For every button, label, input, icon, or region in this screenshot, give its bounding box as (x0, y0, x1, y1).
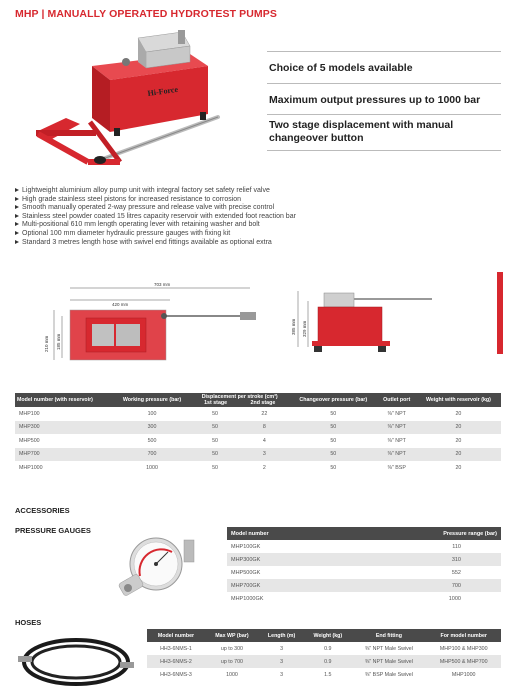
feature-models: Choice of 5 models available (269, 62, 413, 74)
header-weight: Weight (kg) (304, 629, 351, 642)
table-row: MHP1000GK 1000 (231, 595, 461, 602)
table-row: MHP1000 1000 50 2 50 ⅜" BSP 20 (19, 464, 462, 471)
header-outlet: Outlet port (378, 393, 416, 407)
dimension-height-inner: 185 mm (56, 333, 61, 350)
header-displacement: Displacement per stroke (cm³) 1st stage 2nd stage (190, 393, 289, 407)
header-for-model: For model number (426, 629, 501, 642)
feature-divider (267, 150, 501, 151)
feature-divider (267, 83, 501, 84)
table-row: HH3-6NMS-1 up to 300 3 0.9 ⅜" NPT Male Swivel MHP100 & MHP300 (160, 645, 488, 652)
pump-dimension-drawing-side (282, 285, 442, 365)
hose-table (147, 629, 501, 681)
dimension-side-height-2: 329 mm (302, 320, 307, 337)
bullet-arrow-icon (15, 240, 19, 244)
dimension-side-height-1: 385 mm (291, 318, 296, 335)
table-row: MHP500 500 50 4 50 ⅜" NPT 20 (19, 437, 462, 444)
bullet-item: Standard 3 metres length hose with swivel end fittings available as optional extra (15, 239, 495, 248)
table-row: MHP300GK 310 (227, 553, 501, 566)
bullet-arrow-icon (15, 188, 19, 192)
table-row: MHP700 700 50 3 50 ⅜" NPT 20 (15, 448, 501, 462)
table-row: MHP100 100 50 22 50 ⅜" NPT 20 (19, 410, 462, 417)
dimension-height-outer: 210 mm (44, 335, 49, 352)
bullet-item: Smooth manually operated 2-way pressure and release valve with precise control (15, 204, 495, 213)
header-model: Model number (with reservoir) (15, 393, 114, 407)
accessories-heading: ACCESSORIES (15, 506, 70, 515)
table-row: MHP100GK 110 (231, 543, 461, 550)
bullet-item: Optional 100 mm diameter hydraulic pressure gauges with fixing kit (15, 230, 495, 239)
bullet-arrow-icon (15, 222, 19, 226)
header-pressure-range: Pressure range (bar) (343, 527, 501, 540)
pressure-gauge-image (100, 532, 210, 604)
bullet-arrow-icon (15, 231, 19, 235)
header-hose-model: Model number (147, 629, 205, 642)
header-max-wp: Max WP (bar) (205, 629, 259, 642)
feature-pressure: Maximum output pressures up to 1000 bar (269, 94, 481, 106)
header-end-fitting: End fitting (351, 629, 426, 642)
pump-dimension-drawing-front (30, 278, 280, 373)
table-row: MHP500GK 552 (231, 569, 461, 576)
table-row: MHP700GK 700 (227, 579, 501, 592)
bullet-arrow-icon (15, 197, 19, 201)
header-length: Length (m) (259, 629, 304, 642)
bullet-item: Stainless steel powder coated 15 litres capacity reservoir with extended foot reaction bar (15, 213, 495, 222)
dimension-overall-length: 703 mm (154, 282, 171, 287)
feature-changeover: Two stage displacement with manual changeover button (269, 119, 454, 144)
dimension-length: 420 mm (112, 302, 129, 307)
gauge-table (227, 527, 501, 605)
pump-product-image (30, 22, 235, 172)
hoses-heading: HOSES (15, 618, 42, 627)
page-title: MHP | MANUALLY OPERATED HYDROTEST PUMPS (15, 8, 277, 20)
header-weight: Weight with reservoir (kg) (416, 393, 501, 407)
pump-brand-logo: Hi-Force (147, 84, 179, 98)
section-marker (497, 272, 503, 354)
feature-bullet-list (15, 187, 495, 247)
bullet-item: High grade stainless steel pistons for increased resistance to corrosion (15, 196, 495, 205)
spec-table (15, 393, 501, 475)
bullet-arrow-icon (15, 205, 19, 209)
bullet-arrow-icon (15, 214, 19, 218)
pressure-gauges-heading: PRESSURE GAUGES (15, 526, 91, 535)
header-changeover: Changeover pressure (bar) (289, 393, 378, 407)
bullet-item: Multi-positional 610 mm length operating lever with retaining washer and bolt (15, 221, 495, 230)
feature-divider (267, 114, 501, 115)
header-gauge-model: Model number (227, 527, 343, 540)
table-row: HH3-6NMS-3 1000 3 1.5 ⅜" BSP Male Swivel MHP1000 (160, 671, 476, 678)
feature-divider (267, 51, 501, 52)
bullet-item: Lightweight aluminium alloy pump unit with integral factory set safety relief valve (15, 187, 495, 196)
table-row: HH3-6NMS-2 up to 700 3 0.9 ⅜" NPT Male Swivel MHP500 & MHP700 (147, 655, 501, 668)
header-working-pressure: Working pressure (bar) (114, 393, 191, 407)
hose-image (14, 628, 140, 692)
table-row: MHP300 300 50 8 50 ⅜" NPT 20 (15, 421, 501, 435)
